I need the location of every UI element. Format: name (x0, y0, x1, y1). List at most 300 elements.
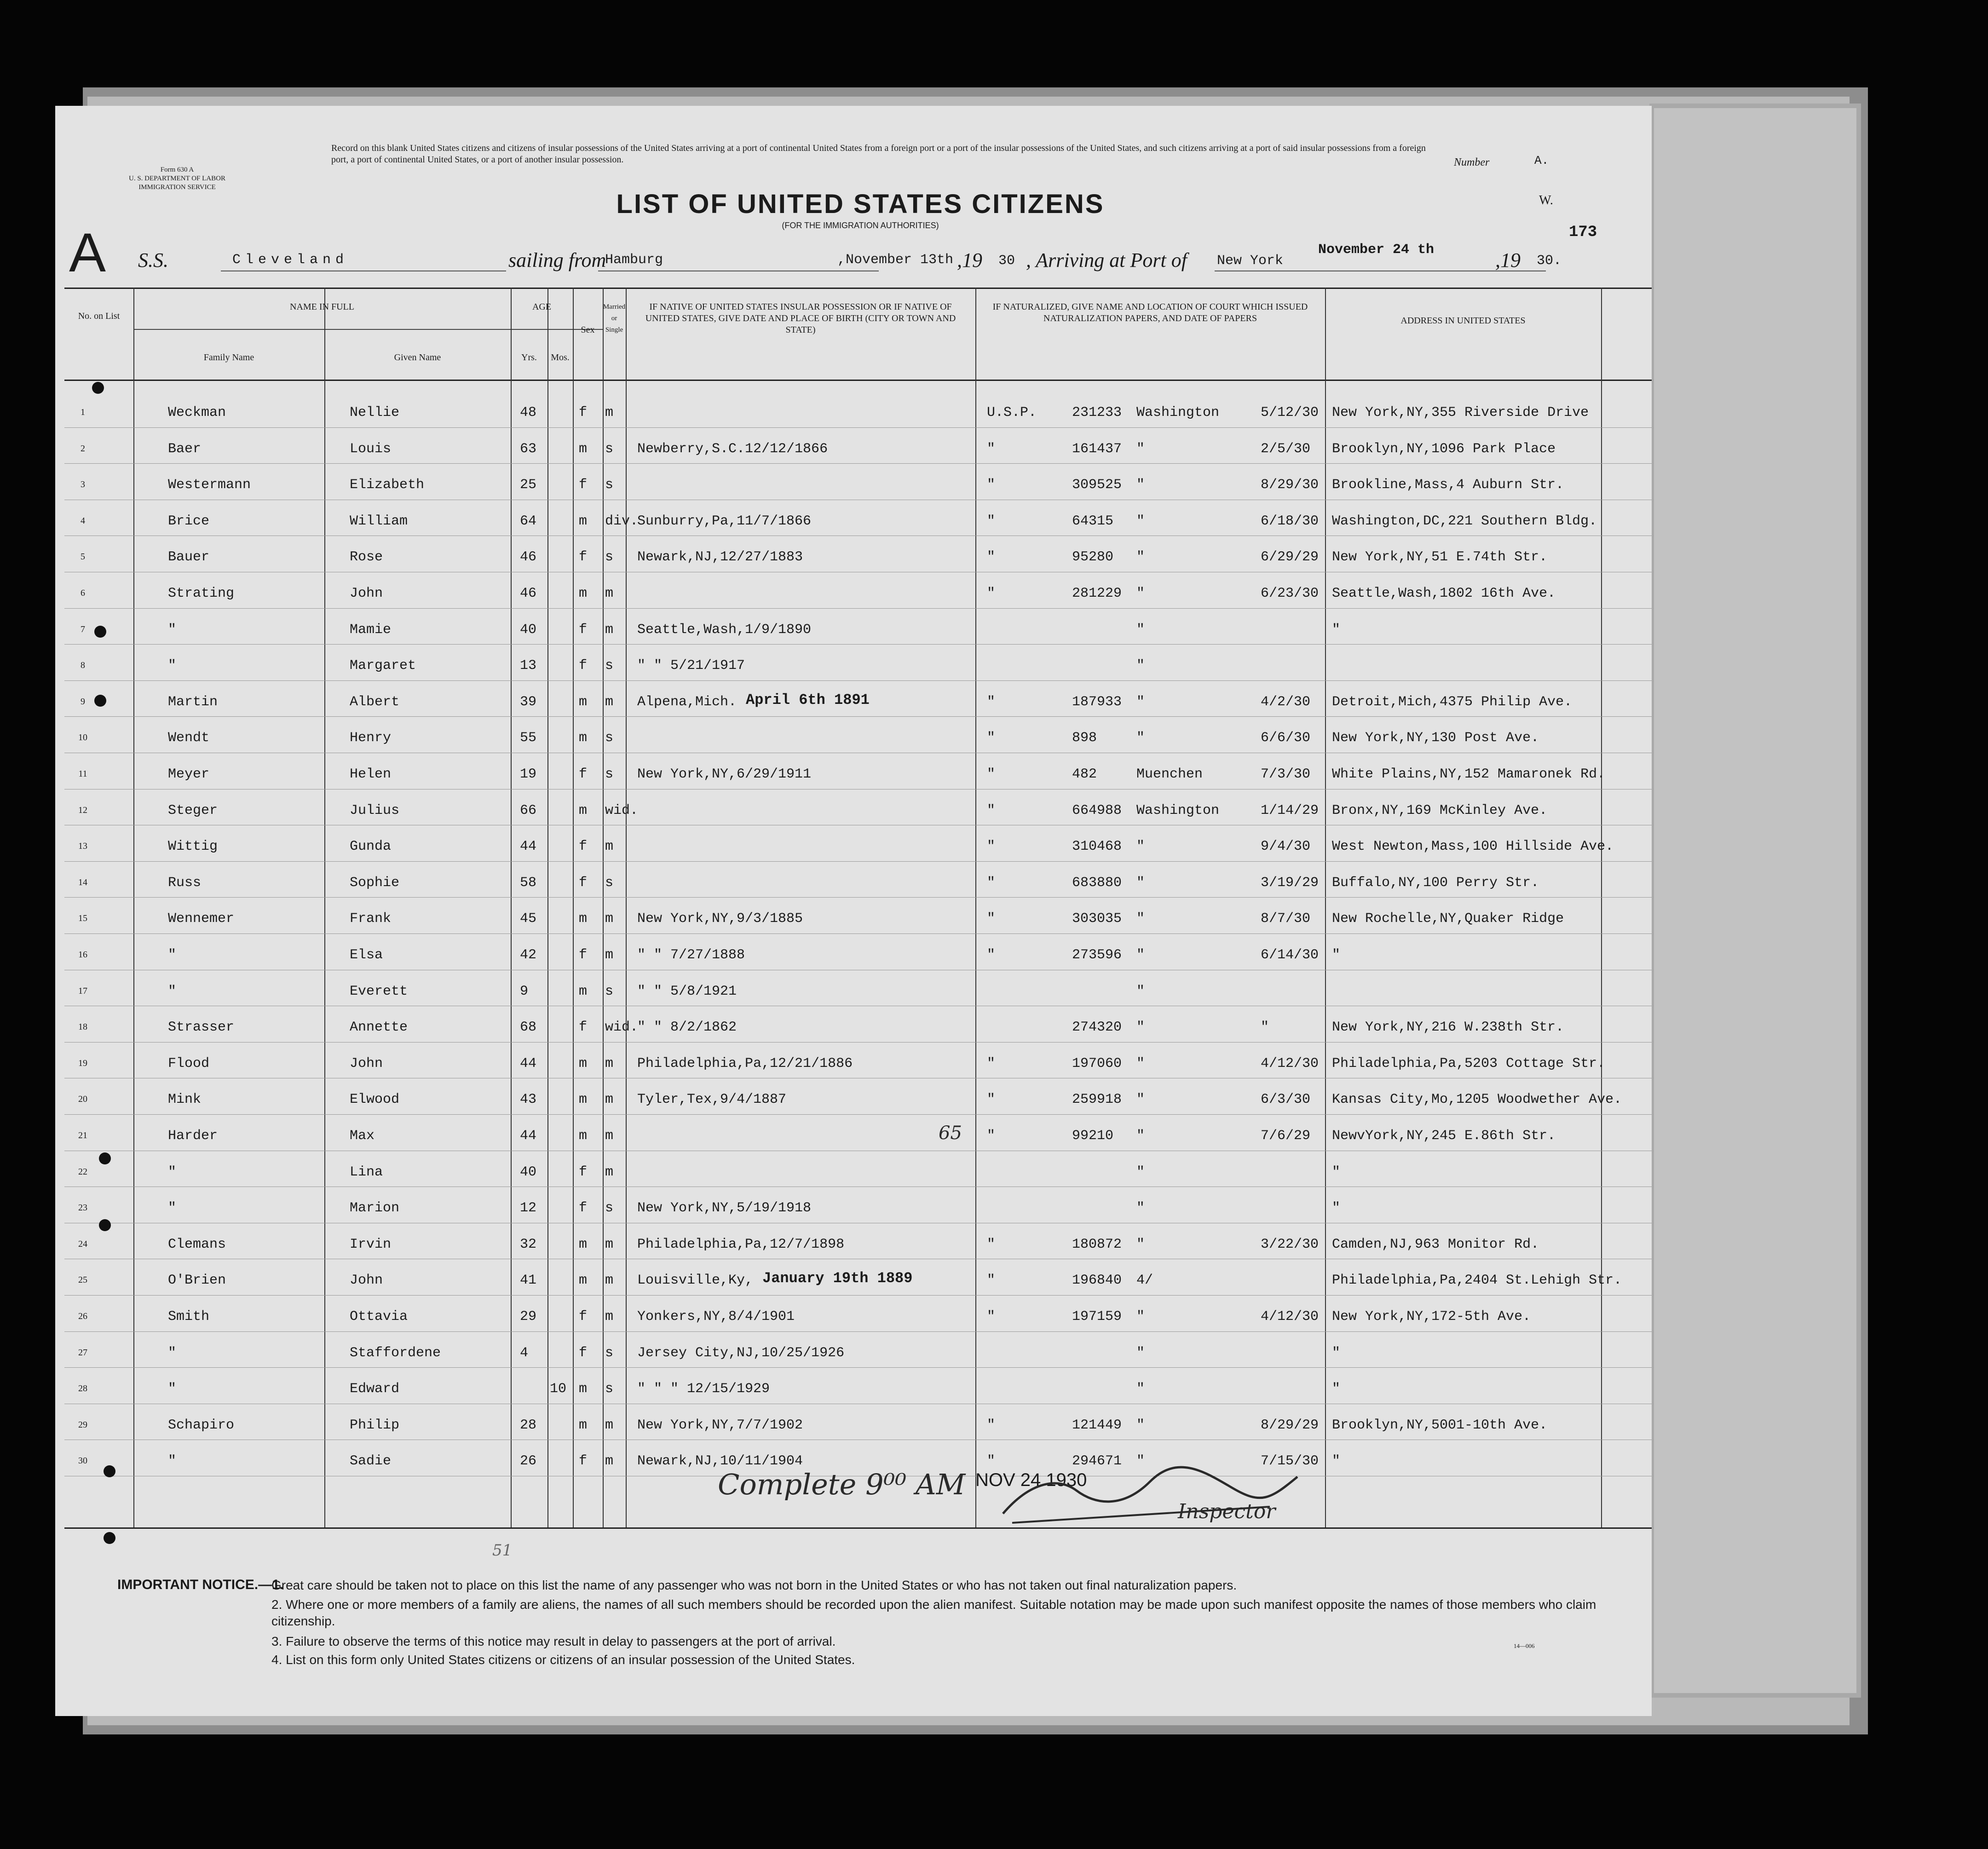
cell-ms: m (605, 586, 614, 601)
cell-ms: s (605, 441, 614, 457)
cell-cert: 161437 (1072, 441, 1122, 457)
punch-hole (94, 695, 106, 707)
cell-date: 6/18/30 (1261, 513, 1319, 529)
sailing-date: ,November 13th (837, 252, 954, 268)
cell-ms: m (605, 1055, 614, 1071)
cell-yrs: 42 (520, 947, 537, 963)
cell-loc: Washington (1136, 802, 1220, 818)
header-age: AGE (532, 302, 552, 312)
row-rule (64, 1042, 1652, 1043)
cell-sex: f (579, 1453, 588, 1469)
cell-family: " (168, 1200, 177, 1216)
cell-no: 26 (78, 1311, 87, 1321)
cell-family: " (168, 658, 177, 674)
cell-ms: s (605, 477, 614, 493)
row-rule (64, 897, 1652, 898)
cell-given: Staffordene (350, 1345, 441, 1361)
cell-sex: f (579, 658, 588, 674)
cell-given: Frank (350, 911, 392, 927)
cell-yrs: 64 (520, 513, 537, 529)
w-mark: W. (1539, 193, 1553, 207)
manifest-page (55, 106, 1652, 1716)
cell-ms: div. (605, 513, 639, 529)
cell-address: New Rochelle,NY,Quaker Ridge (1332, 911, 1564, 927)
cell-no: 16 (78, 950, 87, 960)
cell-no: 28 (78, 1383, 87, 1394)
ss-label: S.S. (138, 249, 168, 271)
cell-family: Russ (168, 875, 202, 891)
cell-cert: 281229 (1072, 586, 1122, 601)
cell-loc: " (1136, 441, 1145, 457)
cell-cert: 231233 (1072, 405, 1122, 420)
col-rule (133, 288, 134, 1527)
cell-yrs: 55 (520, 730, 537, 746)
cell-loc: " (1136, 875, 1145, 891)
cell-ms: s (605, 730, 614, 746)
header-sex: Sex (581, 325, 595, 335)
cell-sex: f (579, 766, 588, 782)
sailing-label: sailing from (508, 249, 606, 271)
cell-given: Albert (350, 694, 400, 710)
cell-given: John (350, 1273, 383, 1289)
cell-birth: Newark,NJ,12/27/1883 (637, 549, 803, 565)
cell-sex: m (579, 1273, 588, 1289)
cell-date: 4/12/30 (1261, 1309, 1319, 1325)
cell-yrs: 29 (520, 1309, 537, 1325)
cell-address: Bronx,NY,169 McKinley Ave. (1332, 802, 1548, 818)
cell-birth: Sunburry,Pa,11/7/1866 (637, 513, 812, 529)
cell-ms: m (605, 1309, 614, 1325)
cell-no: 9 (81, 696, 85, 707)
cell-yrs: 48 (520, 405, 537, 420)
cell-sex: f (579, 477, 588, 493)
cell-yrs: 40 (520, 622, 537, 638)
cell-yrs: 41 (520, 1273, 537, 1289)
col-rule (626, 288, 627, 1527)
cell-sex: m (579, 694, 588, 710)
cell-no: 5 (81, 552, 85, 562)
cell-family: Meyer (168, 766, 210, 782)
sailing-from: Hamburg (605, 252, 663, 268)
form-id-line: IMMIGRATION SERVICE (138, 184, 216, 191)
cell-cert: 273596 (1072, 947, 1122, 963)
cell-sex: m (579, 1092, 588, 1108)
cell-loc: " (1136, 1236, 1145, 1252)
cell-birth: Jersey City,NJ,10/25/1926 (637, 1345, 845, 1361)
cell-address: Detroit,Mich,4375 Philip Ave. (1332, 694, 1573, 710)
cell-court: " (987, 1417, 996, 1433)
cell-loc: " (1136, 730, 1145, 746)
cell-given: John (350, 586, 383, 601)
cell-court: " (987, 766, 996, 782)
cell-given: John (350, 1055, 383, 1071)
cell-yrs: 44 (520, 1128, 537, 1144)
header-mos: Mos. (551, 352, 570, 363)
cell-given: Elsa (350, 947, 383, 963)
cell-court: " (987, 1092, 996, 1108)
row-rule (64, 463, 1652, 464)
cell-date: 6/14/30 (1261, 947, 1319, 963)
cell-ms: m (605, 694, 614, 710)
cell-no: 11 (78, 769, 87, 779)
cell-date: 8/29/30 (1261, 477, 1319, 493)
cell-family: Weckman (168, 405, 226, 420)
cell-date: 4/12/30 (1261, 1055, 1319, 1071)
cell-cert: 187933 (1072, 694, 1122, 710)
cell-address: " (1332, 1200, 1341, 1216)
cell-date: 6/23/30 (1261, 586, 1319, 601)
cell-date: 6/29/29 (1261, 549, 1319, 565)
cell-address: Brookline,Mass,4 Auburn Str. (1332, 477, 1564, 493)
cell-court: " (987, 694, 996, 710)
arrival-year: 30. (1537, 253, 1562, 269)
cell-birth: New York,NY,6/29/1911 (637, 766, 812, 782)
cell-loc: 4/ (1136, 1273, 1153, 1289)
margin-number: 65 (939, 1123, 962, 1144)
cell-ms: s (605, 1200, 614, 1216)
cell-court: " (987, 875, 996, 891)
row-rule (64, 427, 1652, 428)
cell-court: " (987, 441, 996, 457)
cell-court: " (987, 839, 996, 855)
cell-given: Philip (350, 1417, 400, 1433)
cell-ms: s (605, 658, 614, 674)
cell-yrs: 44 (520, 839, 537, 855)
cell-address: Seattle,Wash,1802 16th Ave. (1332, 586, 1556, 601)
cell-family: Schapiro (168, 1417, 235, 1433)
cell-loc: " (1136, 947, 1145, 963)
header-no-on-list: No. on List (78, 311, 120, 321)
cell-court: " (987, 477, 996, 493)
cell-given: Henry (350, 730, 392, 746)
cell-family: Flood (168, 1055, 210, 1071)
notice-item: 3. Failure to observe the terms of this notice may result in delay to passengers at the port of arrival. (271, 1634, 836, 1648)
cell-address: " (1332, 1345, 1341, 1361)
cell-cert: 294671 (1072, 1453, 1122, 1469)
cell-family: Wennemer (168, 911, 235, 927)
cell-date: 7/6/29 (1261, 1128, 1311, 1144)
cell-cert: 310468 (1072, 839, 1122, 855)
cell-court: " (987, 1128, 996, 1144)
cell-ms: m (605, 1236, 614, 1252)
cell-address: Philadelphia,Pa,2404 St.Lehigh Str. (1332, 1273, 1622, 1289)
cell-yrs: 26 (520, 1453, 537, 1469)
cell-sex: m (579, 1055, 588, 1071)
header-given-name: Given Name (394, 352, 441, 363)
header-married: Married or Single (603, 303, 626, 334)
cell-family: Wittig (168, 839, 218, 855)
cell-no: 8 (81, 660, 85, 671)
cell-given: Julius (350, 802, 400, 818)
cell-date: 8/29/29 (1261, 1417, 1319, 1433)
row-rule (64, 933, 1652, 934)
cell-family: " (168, 947, 177, 963)
cell-address: Brooklyn,NY,1096 Park Place (1332, 441, 1556, 457)
cell-birth: " " 5/8/1921 (637, 983, 737, 999)
cell-ms: m (605, 911, 614, 927)
cell-ms: s (605, 766, 614, 782)
cell-cert: 121449 (1072, 1417, 1122, 1433)
cell-address: " (1332, 1381, 1341, 1397)
cell-family: O'Brien (168, 1273, 226, 1289)
row-rule (64, 680, 1652, 681)
cell-no: 6 (81, 588, 85, 598)
cell-sex: f (579, 1345, 588, 1361)
cell-given: Elizabeth (350, 477, 425, 493)
punch-hole (99, 1219, 111, 1231)
cell-given: Louis (350, 441, 392, 457)
cell-birth: Yonkers,NY,8/4/1901 (637, 1309, 795, 1325)
cell-date: 3/22/30 (1261, 1236, 1319, 1252)
table-bottom-rule (64, 1527, 1652, 1529)
cell-ms: m (605, 1092, 614, 1108)
cell-court: " (987, 586, 996, 601)
cell-family: Westermann (168, 477, 251, 493)
notice-title: IMPORTANT NOTICE.—1. (117, 1577, 284, 1592)
cell-address: Brooklyn,NY,5001-10th Ave. (1332, 1417, 1548, 1433)
cell-given: Mamie (350, 622, 392, 638)
cell-family: " (168, 1453, 177, 1469)
cell-given: Rose (350, 549, 383, 565)
cell-given: Margaret (350, 658, 416, 674)
cell-address: " (1332, 1164, 1341, 1180)
cell-yrs: 46 (520, 549, 537, 565)
row-rule (64, 608, 1652, 609)
cell-given: Sadie (350, 1453, 392, 1469)
page-number: 173 (1569, 224, 1597, 241)
footer-code: 14—006 (1514, 1642, 1535, 1649)
cell-loc: " (1136, 1345, 1145, 1361)
row-rule (64, 716, 1652, 717)
cell-ms: s (605, 549, 614, 565)
cell-cert: 898 (1072, 730, 1097, 746)
cell-court: " (987, 911, 996, 927)
cell-sex: f (579, 1309, 588, 1325)
cell-sex: f (579, 405, 588, 420)
book-edge-inner (1654, 108, 1856, 1693)
cell-no: 13 (78, 841, 87, 852)
cell-yrs: 32 (520, 1236, 537, 1252)
cell-court: " (987, 1273, 996, 1289)
cell-no: 22 (78, 1166, 87, 1177)
cell-address: " (1332, 947, 1341, 963)
cell-court: " (987, 549, 996, 565)
cell-address: " (1332, 622, 1341, 638)
cell-family: Martin (168, 694, 218, 710)
cell-date: " (1261, 1020, 1269, 1036)
cell-yrs: 45 (520, 911, 537, 927)
cell-court: " (987, 1236, 996, 1252)
cell-ms: m (605, 1128, 614, 1144)
row-rule (64, 1114, 1652, 1115)
cell-family: Strating (168, 586, 235, 601)
cell-yrs: 4 (520, 1345, 529, 1361)
notice-item: 4. List on this form only United States citizens or citizens of an insular possession of the United States. (271, 1653, 855, 1667)
cell-given: Elwood (350, 1092, 400, 1108)
page-subtitle: (FOR THE IMMIGRATION AUTHORITIES) (782, 221, 939, 230)
cell-sex: f (579, 622, 588, 638)
cell-date: 5/12/30 (1261, 405, 1319, 420)
subheader-rule (133, 329, 603, 330)
cell-address: West Newton,Mass,100 Hillside Ave. (1332, 839, 1614, 855)
cell-sex: f (579, 947, 588, 963)
cell-sex: m (579, 983, 588, 999)
cell-yrs: 43 (520, 1092, 537, 1108)
cell-loc: " (1136, 1164, 1145, 1180)
cell-sex: f (579, 1164, 588, 1180)
cell-sex: m (579, 1417, 588, 1433)
cell-loc: " (1136, 477, 1145, 493)
cell-loc: " (1136, 1128, 1145, 1144)
cell-no: 7 (81, 624, 85, 634)
form-id-line: Form 630 A (160, 166, 194, 173)
cell-loc: " (1136, 694, 1145, 710)
cell-court: " (987, 947, 996, 963)
cell-birth: Alpena,Mich. (637, 694, 737, 710)
cell-sex: f (579, 839, 588, 855)
handwritten-a: A (69, 222, 106, 283)
cell-birth-date-bold: April 6th 1891 (746, 691, 870, 708)
cell-sex: m (579, 1236, 588, 1252)
preamble: Record on this blank United States citizens and citizens of insular possessions of the United States arriving at a port of continental United States from a foreign port or a port of the insular possessions of the United States, and such citizens arriving at a port of said insular possessions from a foreign port, a port of continental United States, or a port of another insular possession. (331, 143, 1426, 165)
cell-sex: f (579, 1020, 588, 1036)
cell-sex: f (579, 1200, 588, 1216)
cell-address: Buffalo,NY,100 Perry Str. (1332, 875, 1539, 891)
cell-no: 3 (81, 479, 85, 490)
col-rule (324, 288, 325, 1527)
notice-item: 2. Where one or more members of a family are aliens, the names of all such members should be recorded upon the alien manifest. Suitable notation may be made upon such manifest opposite the names of those members who claim citizenship. (271, 1597, 1596, 1628)
cell-no: 2 (81, 443, 85, 454)
form-id (120, 166, 235, 192)
cell-date: 8/7/30 (1261, 911, 1311, 927)
cell-address: New York,NY,51 E.74th Str. (1332, 549, 1548, 565)
punch-hole (99, 1152, 111, 1164)
cell-cert: 274320 (1072, 1020, 1122, 1036)
col-rule (603, 288, 604, 1527)
year-prefix: ,19 (1495, 249, 1521, 271)
col-rule (573, 288, 574, 1527)
cell-no: 27 (78, 1347, 87, 1358)
ship-name: Cleveland (232, 252, 349, 268)
cell-ms: s (605, 875, 614, 891)
cell-ms: wid. (605, 802, 639, 818)
cell-family: " (168, 1345, 177, 1361)
cell-cert: 99210 (1072, 1128, 1114, 1144)
cell-ms: m (605, 947, 614, 963)
cell-cert: 683880 (1072, 875, 1122, 891)
cell-address: White Plains,NY,152 Mamaronek Rd. (1332, 766, 1606, 782)
cell-family: " (168, 1381, 177, 1397)
cell-loc: " (1136, 549, 1145, 565)
row-rule (64, 861, 1652, 862)
cell-given: Nellie (350, 405, 400, 420)
cell-loc: " (1136, 586, 1145, 601)
cell-yrs: 66 (520, 802, 537, 818)
cell-birth: " " 8/2/1862 (637, 1020, 737, 1036)
punch-hole (104, 1532, 115, 1544)
cell-family: Bauer (168, 549, 210, 565)
row-rule (64, 644, 1652, 645)
cell-ms: s (605, 983, 614, 999)
cell-family: Wendt (168, 730, 210, 746)
cell-sex: m (579, 1381, 588, 1397)
cell-cert: 197060 (1072, 1055, 1122, 1071)
cell-address: New York,NY,216 W.238th Str. (1332, 1020, 1564, 1036)
cell-given: Edward (350, 1381, 400, 1397)
header-family-name: Family Name (203, 352, 254, 363)
cell-loc: Muenchen (1136, 766, 1203, 782)
cell-ms: m (605, 622, 614, 638)
cell-given: Gunda (350, 839, 392, 855)
cell-date: 1/14/29 (1261, 802, 1319, 818)
cell-no: 1 (81, 407, 85, 417)
cell-sex: m (579, 911, 588, 927)
cell-loc: " (1136, 983, 1145, 999)
cell-ms: m (605, 839, 614, 855)
cell-no: 18 (78, 1022, 87, 1032)
punch-hole (92, 382, 104, 394)
cell-no: 4 (81, 515, 85, 526)
cell-birth: " " 5/21/1917 (637, 658, 745, 674)
cell-date: 3/19/29 (1261, 875, 1319, 891)
page-title: LIST OF UNITED STATES CITIZENS (616, 189, 1105, 219)
header-native: IF NATIVE OF UNITED STATES INSULAR POSSESSION OR IF NATIVE OF UNITED STATES, GIVE DATE AND PLACE OF BIRTH (CITY OR TOWN AND STATE) (645, 302, 956, 335)
cell-ms: s (605, 1345, 614, 1361)
cell-sex: f (579, 549, 588, 565)
col-rule (975, 288, 976, 1527)
col-rule (1325, 288, 1326, 1527)
cell-loc: Washington (1136, 405, 1220, 420)
inspector-title: Inspector (1178, 1500, 1276, 1523)
cell-given: William (350, 513, 408, 529)
cell-family: Steger (168, 802, 218, 818)
cell-loc: " (1136, 839, 1145, 855)
cell-yrs: 13 (520, 658, 537, 674)
cell-address: " (1332, 1453, 1341, 1469)
cell-cert: 482 (1072, 766, 1097, 782)
cell-ms: m (605, 1417, 614, 1433)
header-name-in-full: NAME IN FULL (290, 302, 354, 312)
cell-given: Helen (350, 766, 392, 782)
arriving-label: , Arriving at Port of (1026, 249, 1187, 271)
cell-address: Kansas City,Mo,1205 Woodwether Ave. (1332, 1092, 1622, 1108)
cell-court: " (987, 1453, 996, 1469)
cell-yrs: 28 (520, 1417, 537, 1433)
cell-given: Irvin (350, 1236, 392, 1252)
cell-no: 24 (78, 1238, 87, 1249)
cell-ms: m (605, 1273, 614, 1289)
cell-sex: m (579, 802, 588, 818)
cell-sex: m (579, 730, 588, 746)
col-rule (1601, 288, 1602, 1527)
cell-cert: 259918 (1072, 1092, 1122, 1108)
cell-address: NewvYork,NY,245 E.86th Str. (1332, 1128, 1556, 1144)
cell-birth: " " 7/27/1888 (637, 947, 745, 963)
punch-hole (104, 1465, 115, 1477)
cell-loc: " (1136, 1417, 1145, 1433)
cell-birth: Tyler,Tex,9/4/1887 (637, 1092, 787, 1108)
cell-date: 7/3/30 (1261, 766, 1311, 782)
cell-court: " (987, 1055, 996, 1071)
cell-yrs: 40 (520, 1164, 537, 1180)
year-prefix: ,19 (957, 249, 982, 271)
punch-hole (94, 626, 106, 638)
cell-birth: New York,NY,9/3/1885 (637, 911, 803, 927)
cell-date: 6/3/30 (1261, 1092, 1311, 1108)
number-label: Number (1454, 156, 1490, 168)
cell-family: Baer (168, 441, 202, 457)
cell-family: Mink (168, 1092, 202, 1108)
